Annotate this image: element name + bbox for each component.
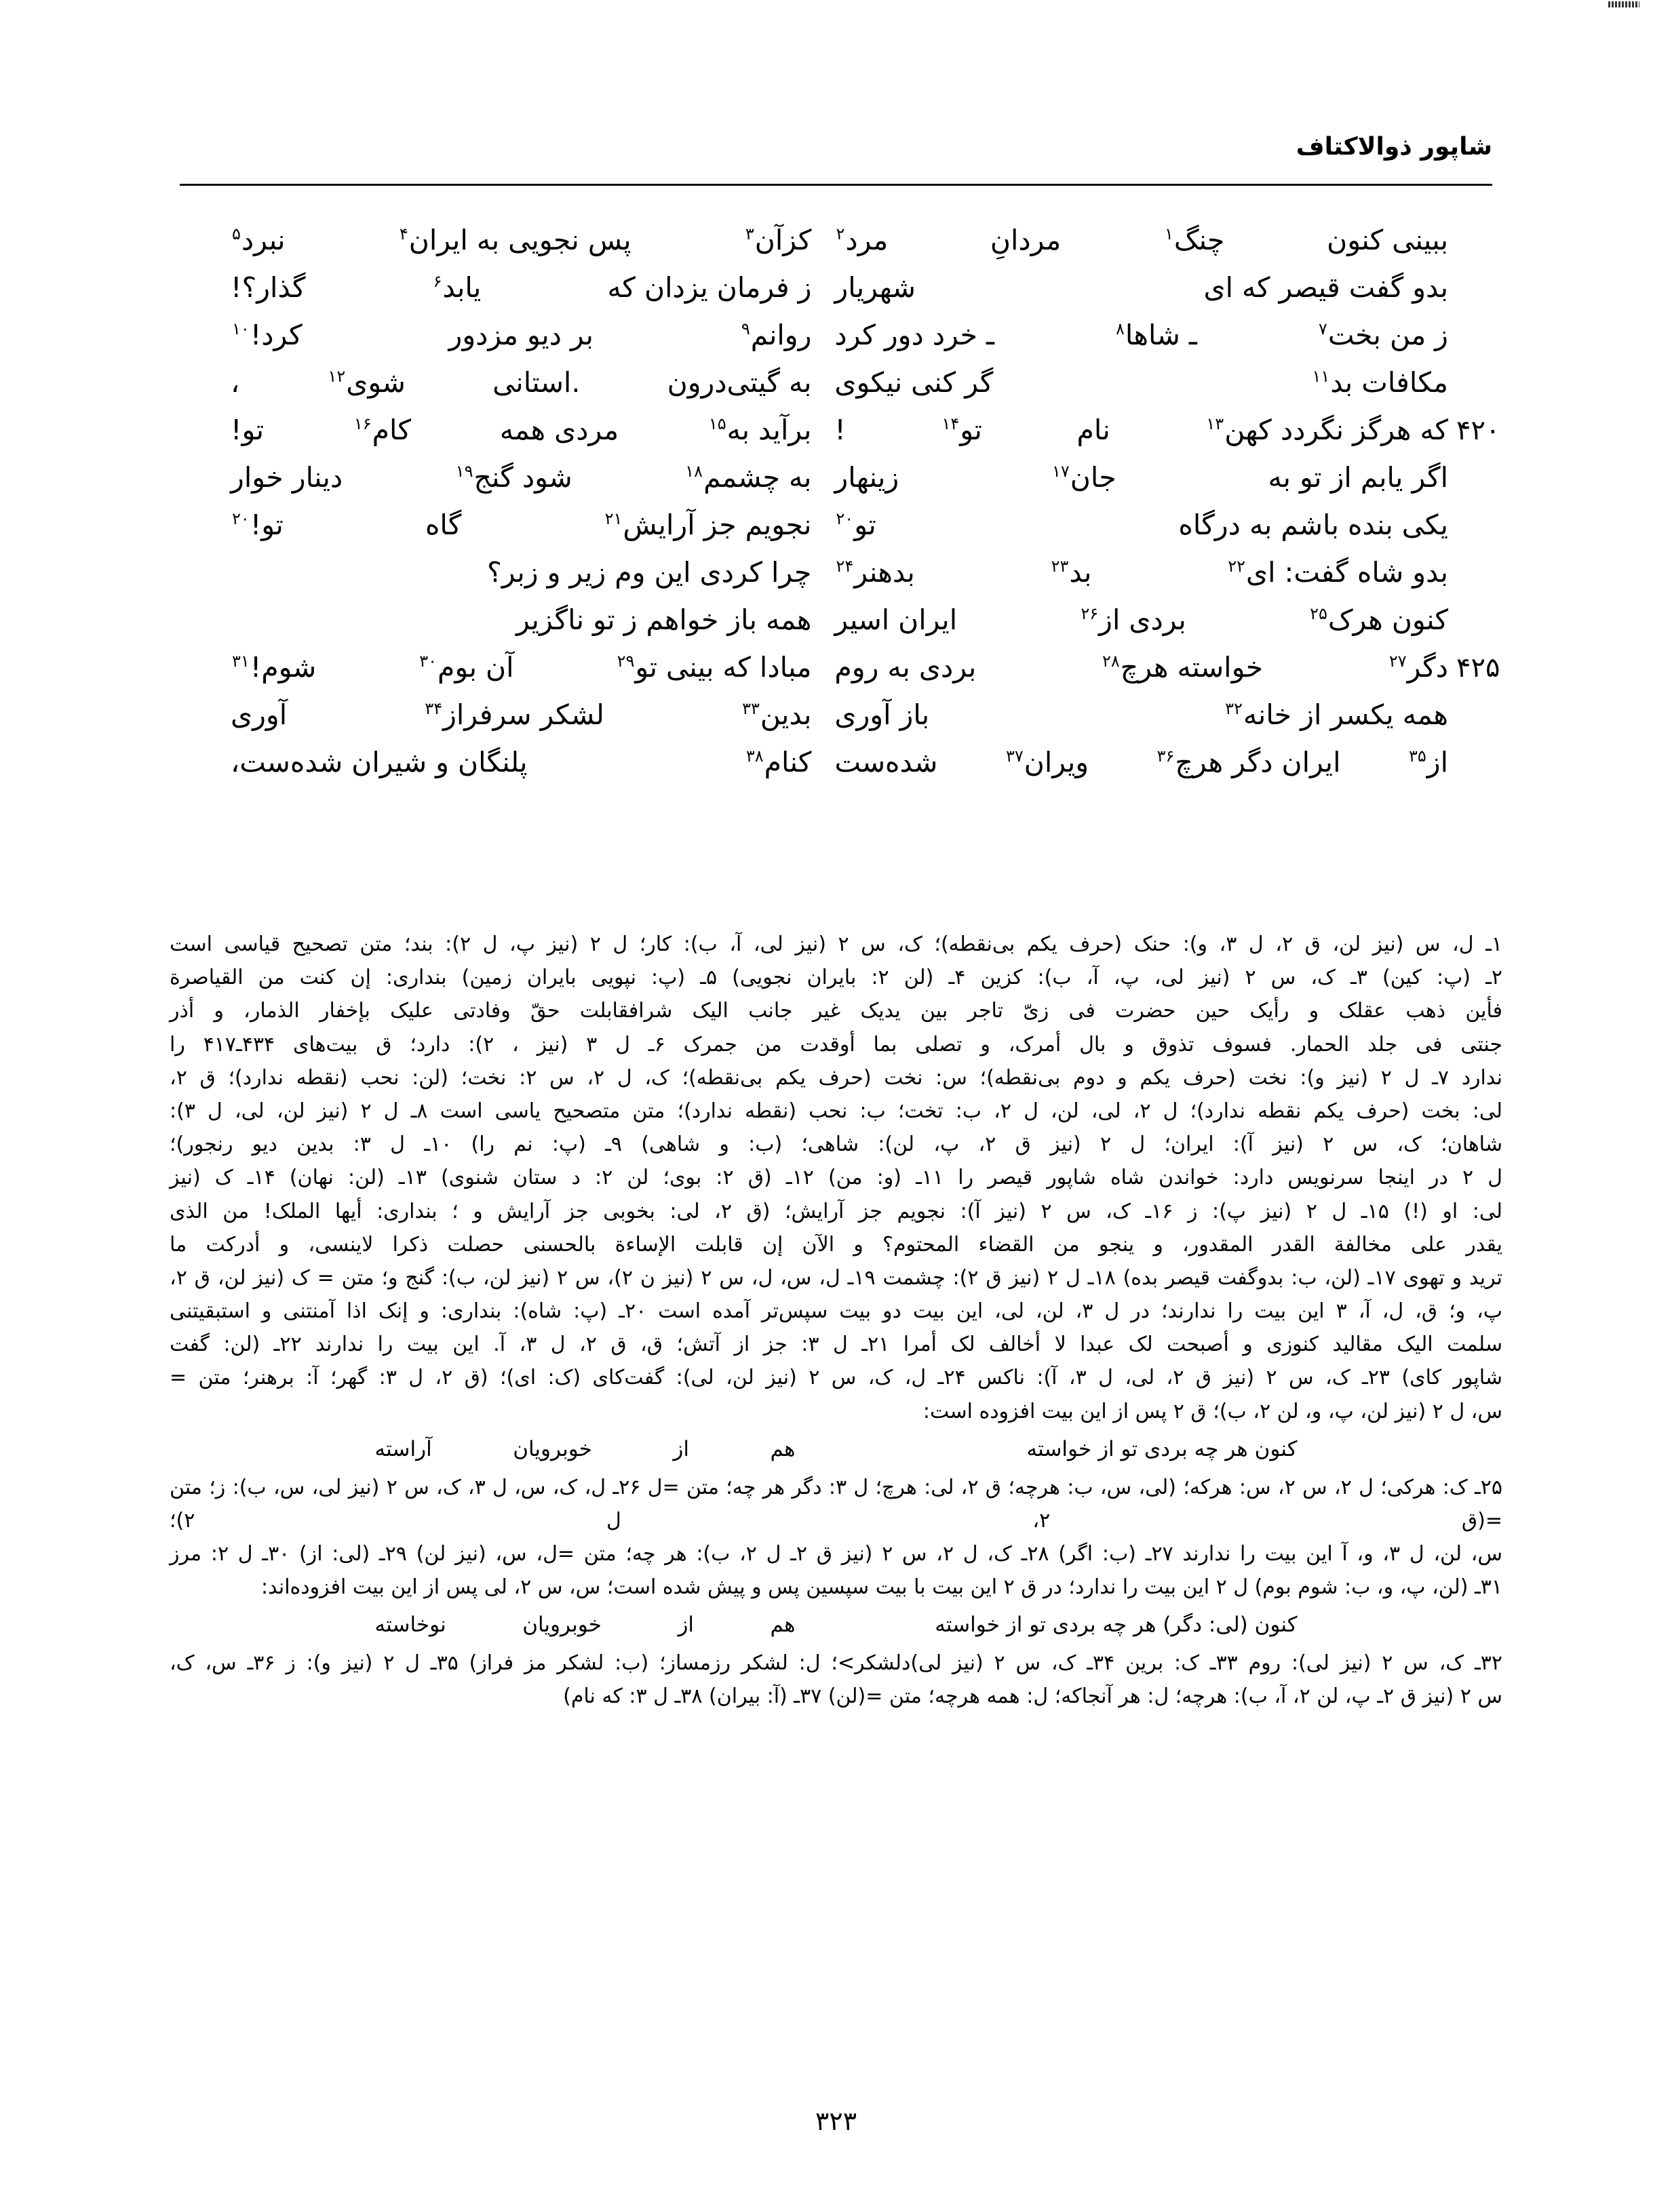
hemistich [811, 414, 1500, 446]
footnote-marker[interactable]: ۲۰ [836, 509, 854, 529]
verse-segment: شوم!$^{۳۱}$ [232, 651, 317, 684]
footnote-marker[interactable]: ۲۷ [1388, 652, 1407, 671]
verse-segment: همه یکسر از خانه$^{۳۲}$ [1225, 698, 1448, 731]
hemistich [224, 271, 811, 304]
footnote-marker[interactable]: ۲ [836, 224, 845, 244]
verse-block [224, 224, 1500, 793]
hemistich [224, 698, 811, 731]
verse-segment: که هرگز نگردد کهن$^{۱۳}$ [1206, 414, 1448, 446]
verse-segment: روانم$^۹$ [741, 319, 812, 351]
hemistich-inner [834, 366, 1448, 399]
footnote-marker[interactable]: ۳۰ [419, 652, 438, 671]
verse-segment: ـ شاها$^۸$ [1116, 319, 1197, 351]
footnote-marker[interactable]: ۳۱ [232, 652, 250, 671]
hemistich [224, 414, 811, 446]
footnote-marker[interactable]: ۲۱ [604, 509, 623, 529]
inset-verse-segment: کنون هر چه بردی تو از خواسته [1026, 1436, 1298, 1461]
folio-number: ۳۲۳ [815, 2106, 857, 2136]
hemistich [224, 746, 811, 778]
verse-segment: مردی همه [499, 414, 619, 446]
footnote-marker[interactable]: ۱۶ [353, 414, 372, 434]
apparatus-line: ل ۲ در اینجا سرنویس دارد: خواندن شاه شاپور قیصر را ۱۱ـ (و: من) ۱۲ـ (ق ۲: بوی؛ لن ۲: د ستان شنوی) ۱۳ـ (لن: نهان) ۱۴ـ ک (نیز [170, 1166, 1503, 1190]
hemistich [811, 746, 1448, 778]
footnote-marker[interactable]: ۲۹ [617, 652, 635, 671]
hemistich [811, 651, 1500, 684]
hemistich-inner [834, 271, 1448, 304]
footnote-marker[interactable]: ۱۴ [941, 414, 960, 434]
verse-segment: برآید به$^{۱۵}$ [708, 414, 812, 446]
hemistich-inner [231, 366, 811, 399]
verse-segment: .استانی [492, 366, 581, 399]
inset-hemistich-right [877, 1608, 1298, 1642]
verse-segment: کنام$^{۳۸}$ [745, 746, 812, 778]
hemistich-inner [834, 414, 1448, 446]
footnote-marker[interactable]: ۲۴ [836, 557, 854, 576]
footnote-marker[interactable]: ۱۷ [1052, 462, 1070, 481]
verse-couplet [224, 271, 1448, 319]
scan-artifact [1608, 1, 1639, 7]
running-head-title: شاپور ذوالاکتاف [1296, 133, 1492, 161]
verse-couplet [224, 698, 1448, 746]
footnote-marker[interactable]: ۷ [1318, 319, 1327, 339]
hemistich-inner [231, 414, 811, 446]
verse-segment: بردی از$^{۲۶}$ [1081, 604, 1186, 636]
verse-segment: همه باز خواهم ز تو ناگزیر [516, 604, 812, 636]
hemistich [224, 224, 811, 256]
verse-segment: ویران$^{۳۷}$ [1005, 746, 1089, 778]
verse-segment: گذار؟! [231, 271, 306, 304]
verse-couplet [224, 604, 1448, 651]
inset-hemistich-left [375, 1432, 796, 1467]
hemistich [224, 509, 811, 541]
verse-segment: گر کنی نیکوی [834, 366, 994, 399]
verse-segment: نبرد$^۵$ [232, 224, 286, 256]
verse-segment: تو$^{۲۰}$ [836, 509, 876, 541]
footnote-marker[interactable]: ۳ [745, 224, 754, 244]
apparatus-line: یقدر علی مخالفة القدر المقدور، و ینجو من القضاء المحتوم؟ و الآن إن قابلت الإساءة بالحسنی حصلت ذکرا لاینسی، و أدرکت ما [170, 1232, 1502, 1257]
hemistich-inner [834, 461, 1448, 494]
apparatus-line: لی: او (!) ۱۵ـ ل ۲ (نیز پ): ز ۱۶ـ ک، س ۲ (نیز آ): نجویم جز آرایش؛ (ق ۲، لی: بخوبی جز آرایش و ؛ بنداری: أیها الملک! من الذی [170, 1199, 1502, 1223]
footnote-marker[interactable]: ۱۰ [232, 319, 250, 339]
verse-couplet [224, 651, 1500, 698]
hemistich-inner [834, 698, 1448, 731]
verse-line-number: ۴۲۰ [1456, 415, 1500, 446]
footnote-marker[interactable]: ۸ [1116, 319, 1125, 339]
verse-segment: کنون هرک$^{۲۵}$ [1310, 604, 1448, 636]
hemistich-inner [231, 271, 811, 304]
verse-segment: زینهار [834, 461, 899, 494]
apparatus-line: ۳۲ـ ک، س ۲ (نیز لی): روم ۳۳ـ ک: برین ۳۴ـ ک، س ۲ (نیز لی)دلشکر>؛ ل: لشکر رزمساز؛ (ب: لشکر مز فراز) ۳۵ـ ل ۲ (نیز و): ز ۳۶ـ س، ک، [170, 1651, 1502, 1676]
footnote-marker[interactable]: ۱۸ [685, 462, 703, 481]
hemistich [224, 604, 811, 636]
verse-segment: ز من بخت$^۷$ [1318, 319, 1448, 351]
hemistich-inner [231, 698, 811, 731]
apparatus-line: سلمت الیک مقالید کنوزی و أصبحت لک عبدا لا أخالف لک أمرا ۲۱ـ ل ۳: جز از آتش؛ ق، ق ۲، ل ۳، آ. این بیت را ندارند ۲۲ـ (لن: گفت [170, 1332, 1502, 1357]
apparatus-line: ترید و تهوی ۱۷ـ (لن، ب: بدوگفت قیصر بده) ۱۸ـ ل ۲ (نیز ق ۲): چشمت ۱۹ـ ل، س، ل، س ۲ (نیز ن ۲)، س ۲ (نیز لن، ب): گنج و؛ متن = ک (نیز لن، ق ۲، [170, 1265, 1502, 1290]
footnote-marker[interactable]: ۳۷ [1005, 747, 1024, 766]
verse-couplet [224, 414, 1500, 461]
hemistich-inner [834, 651, 1448, 684]
hemistich-inner [231, 651, 811, 684]
inset-verse-segment: هم [770, 1436, 796, 1461]
verse-segment: کام$^{۱۶}$ [353, 414, 412, 446]
footnote-marker[interactable]: ۲۸ [1102, 652, 1120, 671]
verse-segment: آوری [231, 698, 288, 731]
verse-segment: بد$^{۲۳}$ [1051, 556, 1092, 589]
verse-couplet [224, 746, 1448, 793]
inset-hemistich-right [877, 1432, 1298, 1467]
verse-segment: شوی$^{۱۲}$ [328, 366, 406, 399]
verse-segment: از$^{۳۵}$ [1409, 746, 1448, 778]
verse-segment: پس نجویی به ایران$^۴$ [399, 224, 631, 256]
footnote-marker[interactable]: ۴ [399, 224, 408, 244]
verse-segment: یابد$^۶$ [433, 271, 482, 304]
verse-segment: جان$^{۱۷}$ [1052, 461, 1116, 494]
footnote-marker[interactable]: ۱۹ [455, 462, 473, 481]
verse-segment: تو$^{۱۴}$ [941, 414, 982, 446]
hemistich-inner [231, 556, 811, 589]
verse-segment: پلنگان و شیران شده‌ست، [231, 746, 528, 778]
footnote-marker[interactable]: ۱۲ [328, 367, 346, 387]
verse-segment: تو! [231, 414, 265, 446]
verse-segment: شود گنج$^{۱۹}$ [455, 461, 572, 494]
apparatus-line: پ، و؛ ق، ل، آ، ۳ این بیت را ندارند؛ در ل ۳، لن، لی، این بیت دو بیت سپس‌تر آمده است ۲۰ـ (پ: شاه): بنداری: و إنک اذا آمنتنی و استبقیتنی [170, 1299, 1502, 1324]
verse-segment: تو!$^{۲۰}$ [232, 509, 284, 541]
verse-couplet [224, 461, 1448, 509]
verse-couplet [224, 366, 1448, 414]
apparatus-inset-verse-2 [170, 1608, 1502, 1642]
verse-segment: دینار خوار [231, 461, 343, 494]
footnote-marker[interactable]: ۲۵ [1310, 604, 1327, 624]
verse-segment: ـ خرد دور کرد [834, 319, 995, 351]
footnote-marker[interactable]: ۳۶ [1156, 747, 1175, 766]
hemistich [811, 604, 1448, 636]
running-head [180, 133, 1492, 191]
footnote-marker[interactable]: ۱۱ [1312, 367, 1330, 387]
apparatus-line: شاهان؛ ک، س ۲ (نیز آ): ایران؛ ل ۲ (نیز ق ۲، پ، لن): شاهی؛ (ب: و شاهی) ۹ـ (پ: نم را) ۱۰ـ ل ۳: بدین دیو رنجور)؛ [170, 1132, 1502, 1157]
verse-segment: لشکر سرفراز$^{۳۴}$ [425, 698, 604, 731]
verse-couplet [224, 509, 1448, 556]
verse-couplet [224, 556, 1448, 604]
verse-segment: ایران دگر هرچ$^{۳۶}$ [1156, 746, 1341, 778]
hemistich [811, 224, 1448, 256]
verse-segment: مردانِ [990, 224, 1062, 256]
header-rule [180, 184, 1492, 186]
apparatus-line: فأین ذهب عقلک و رأیک حین حضرت فی زیّ تاجر بین یدیک غیر جانب الیک شرافقابلت حقّ وفادتی علیک بإخفار الذمار، و أذر [170, 999, 1502, 1023]
critical-apparatus [170, 928, 1502, 1714]
hemistich-inner [834, 556, 1448, 589]
hemistich-inner [834, 224, 1448, 256]
hemistich [811, 509, 1448, 541]
verse-segment: مبادا که بینی تو$^{۲۹}$ [617, 651, 812, 684]
verse-segment: آن بوم$^{۳۰}$ [419, 651, 514, 684]
footnote-marker[interactable]: ۳۸ [745, 747, 764, 766]
inset-verse-segment: از [678, 1613, 695, 1638]
verse-segment: اگر یابم از تو به [1268, 461, 1448, 494]
footnote-marker[interactable]: ۳۳ [742, 699, 760, 719]
apparatus-line: ۲۵ـ ک: هرکی؛ ل ۲، س ۲، س: هرکه؛ (لی، س، ب: هرچه؛ ق ۲، لی: هرچ؛ ل ۳: دگر هر چه؛ متن =ل ۲۶ـ ل، ک، س، ل ۳، ک، س ۲ (نیز لی، س، ب): ز؛ متن =(ق ۲، ل ۲)؛ [170, 1475, 1503, 1533]
footnote-marker[interactable]: ۹ [741, 319, 750, 339]
verse-segment: بدین$^{۳۳}$ [742, 698, 812, 731]
inset-verse-segment: خوبرویان [513, 1436, 592, 1461]
footnote-marker[interactable]: ۳۵ [1409, 747, 1426, 766]
hemistich [224, 461, 811, 494]
hemistich-inner [231, 319, 811, 351]
hemistich-inner [231, 509, 811, 541]
apparatus-line: ۳۱ـ (لن، پ، و، ب: شوم بوم) ل ۲ این بیت را ندارد؛ در ق ۲ این بیت با بیت سپسین پس و پیش شده است؛ س، س ۲، لی پس از این بیت افزوده‌اند: [260, 1575, 1502, 1600]
verse-segment: باز آوری [834, 698, 930, 731]
verse-couplet [224, 224, 1448, 271]
hemistich-inner [834, 509, 1448, 541]
verse-segment: بدو گفت قیصر که ای [1203, 271, 1448, 304]
verse-segment: گاه [425, 509, 462, 541]
verse-segment: کزآن$^۳$ [745, 224, 812, 256]
inset-verse-segment: کنون (لی: دگر) هر چه بردی تو از خواسته [935, 1613, 1298, 1638]
hemistich [811, 366, 1448, 399]
verse-segment: مکافات بد$^{۱۱}$ [1312, 366, 1448, 399]
verse-segment: مرد$^۲$ [836, 224, 889, 256]
footnote-marker[interactable]: ۲۳ [1051, 557, 1069, 576]
verse-segment: بدهنر$^{۲۴}$ [836, 556, 915, 589]
verse-segment: شده‌ست [834, 746, 938, 778]
footnote-marker[interactable]: ۳۲ [1225, 699, 1243, 719]
hemistich-inner [231, 746, 811, 778]
apparatus-line: لی: بخت (حرف یکم نقطه ندارد)؛ ل ۲، لی، لن، ل ۲، ب: تخت؛ ب: نحب (نقطه ندارد)؛ متن متصحیح یاسی است ۸ـ ل ۲ (نیز لن، لی، ل ۳): [170, 1099, 1503, 1123]
hemistich [811, 319, 1448, 351]
verse-segment: به گیتی‌درون [667, 366, 812, 399]
hemistich [811, 556, 1448, 589]
hemistich [224, 319, 811, 351]
apparatus-line: س، ل ۲ (نیز لن، پ، و، لن ۲، ب)؛ ق ۲ پس از این بیت افزوده است: [922, 1399, 1502, 1423]
verse-segment: کرد!$^{۱۰}$ [232, 319, 303, 351]
verse-segment: ببینی کنون [1327, 224, 1448, 256]
footnote-marker[interactable]: ۳۴ [425, 699, 443, 719]
inset-verse-segment: آراسته [374, 1436, 432, 1461]
hemistich [224, 651, 811, 684]
hemistich [224, 556, 811, 589]
apparatus-line: س ۲ (نیز ق ۲ـ پ، لن ۲، آ، ب): هرچه؛ ل: هر آنجاکه؛ ل: همه هرچه؛ متن =(لن) ۳۷ـ (آ: بیران) ۳۸ـ ل ۳: که نام) [563, 1684, 1502, 1709]
verse-segment: بدو شاه گفت: ای$^{۲۲}$ [1228, 556, 1448, 589]
verse-segment: چنگ$^۱$ [1165, 224, 1225, 256]
verse-segment: خواسته هرچ$^{۲۸}$ [1102, 651, 1264, 684]
hemistich [811, 698, 1448, 731]
footnote-marker[interactable]: ۱۳ [1206, 414, 1224, 434]
hemistich-inner [834, 319, 1448, 351]
footnote-marker[interactable]: ۶ [433, 272, 442, 292]
inset-verse-segment: هم [770, 1613, 796, 1638]
verse-segment: نام [1076, 414, 1110, 446]
footnote-marker[interactable]: ۲۰ [232, 509, 250, 529]
verse-segment: چرا کردی این وم زیر و زبر؟ [486, 556, 812, 589]
verse-segment: شهریار [834, 271, 916, 304]
inset-hemistich-left [375, 1608, 796, 1642]
verse-segment: بر دیو مزدور [448, 319, 594, 351]
verse-couplet [224, 319, 1448, 366]
verse-segment: دگر$^{۲۷}$ [1388, 651, 1448, 684]
hemistich-inner [231, 604, 811, 636]
apparatus-inset-verse-1 [170, 1432, 1502, 1467]
apparatus-line: ۱ـ ل، س (نیز لن، ق ۲، ل ۳، و): حنک (حرف یکم بی‌نقطه)؛ ک، س ۲ (نیز لی، آ، ب): کار؛ ل ۲ (نیز پ، ل ۲): بند؛ متن تصحیح قیاسی است [170, 932, 1503, 956]
apparatus-line: جنتی فی جلد الحمار. فسوف تذوق و بال أمرک، و تصلی بما أوقدت من جمرک ۶ـ ل ۳ (نیز ، ۲): دارد؛ ق بیت‌های ۴۳۴ـ۴۱۷ را [170, 1032, 1502, 1056]
footnote-marker[interactable]: ۱ [1165, 224, 1173, 244]
hemistich [811, 271, 1448, 304]
footnote-marker[interactable]: ۱۵ [708, 414, 726, 434]
verse-segment: ، [231, 366, 240, 399]
apparatus-line: س، لن، ل ۳، و، آ این بیت را ندارند ۲۷ـ (ب: اگر) ۲۸ـ ک، ل ۲، س ۲ (نیز ق ۲ـ ل ۲، ب): هر چه؛ متن =ل، س، (نیز لن) ۲۹ـ (لی: از) ۳۰ـ ل ۲: مرز [170, 1542, 1502, 1566]
apparatus-line: ۲ـ (پ: کین) ۳ـ ک، س ۲ (نیز لی، پ، آ، ب): کزین ۴ـ (لن ۲: بایران نجویی) ۵ـ (پ: نپویی بایران زمین) بنداری: إن کنت من القیاصرة [170, 966, 1503, 990]
hemistich-inner [834, 604, 1448, 636]
apparatus-line: شاپور کای) ۲۳ـ ک، س ۲ (نیز ق ۲، لی، ل ۳، آ): ناکس ۲۴ـ ل، ک، س ۲ (نیز لن، لی): گفت‌کای (ک: ای)؛ (ق ۲، ل ۳: گهر؛ آ: برهنر؛ متن = [170, 1366, 1502, 1390]
inset-verse-segment: از [673, 1436, 690, 1461]
footnote-marker[interactable]: ۲۶ [1081, 604, 1099, 624]
inset-verse-segment: خوبرویان [522, 1613, 602, 1638]
hemistich-inner [834, 746, 1448, 778]
verse-segment: ! [834, 414, 846, 446]
verse-segment: بردی به روم [834, 651, 977, 684]
verse-segment: به چشمم$^{۱۸}$ [685, 461, 812, 494]
inset-verse-segment: نوخاسته [374, 1613, 446, 1638]
hemistich [224, 366, 811, 399]
apparatus-line: ندارد ۷ـ ل ۲ (نیز و): نخت (حرف یکم و دوم بی‌نقطه)؛ س: نخت (حرف یکم بی‌نقطه)؛ ک، ل ۲، س ۲: نخت؛ (لن: نحب (نقطه ندارد)؛ ق ۲، [170, 1065, 1502, 1090]
footnote-marker[interactable]: ۵ [232, 224, 241, 244]
hemistich-inner [231, 461, 811, 494]
hemistich-inner [231, 224, 811, 256]
footnote-marker[interactable]: ۲۲ [1228, 557, 1246, 576]
verse-segment: ایران اسیر [834, 604, 958, 636]
hemistich [811, 461, 1448, 494]
verse-segment: یکی بنده باشم به درگاه [1178, 509, 1448, 541]
verse-segment: ز فرمان یزدان که [607, 271, 812, 304]
verse-segment: نجویم جز آرایش$^{۲۱}$ [604, 509, 812, 541]
verse-line-number: ۴۲۵ [1456, 652, 1500, 684]
